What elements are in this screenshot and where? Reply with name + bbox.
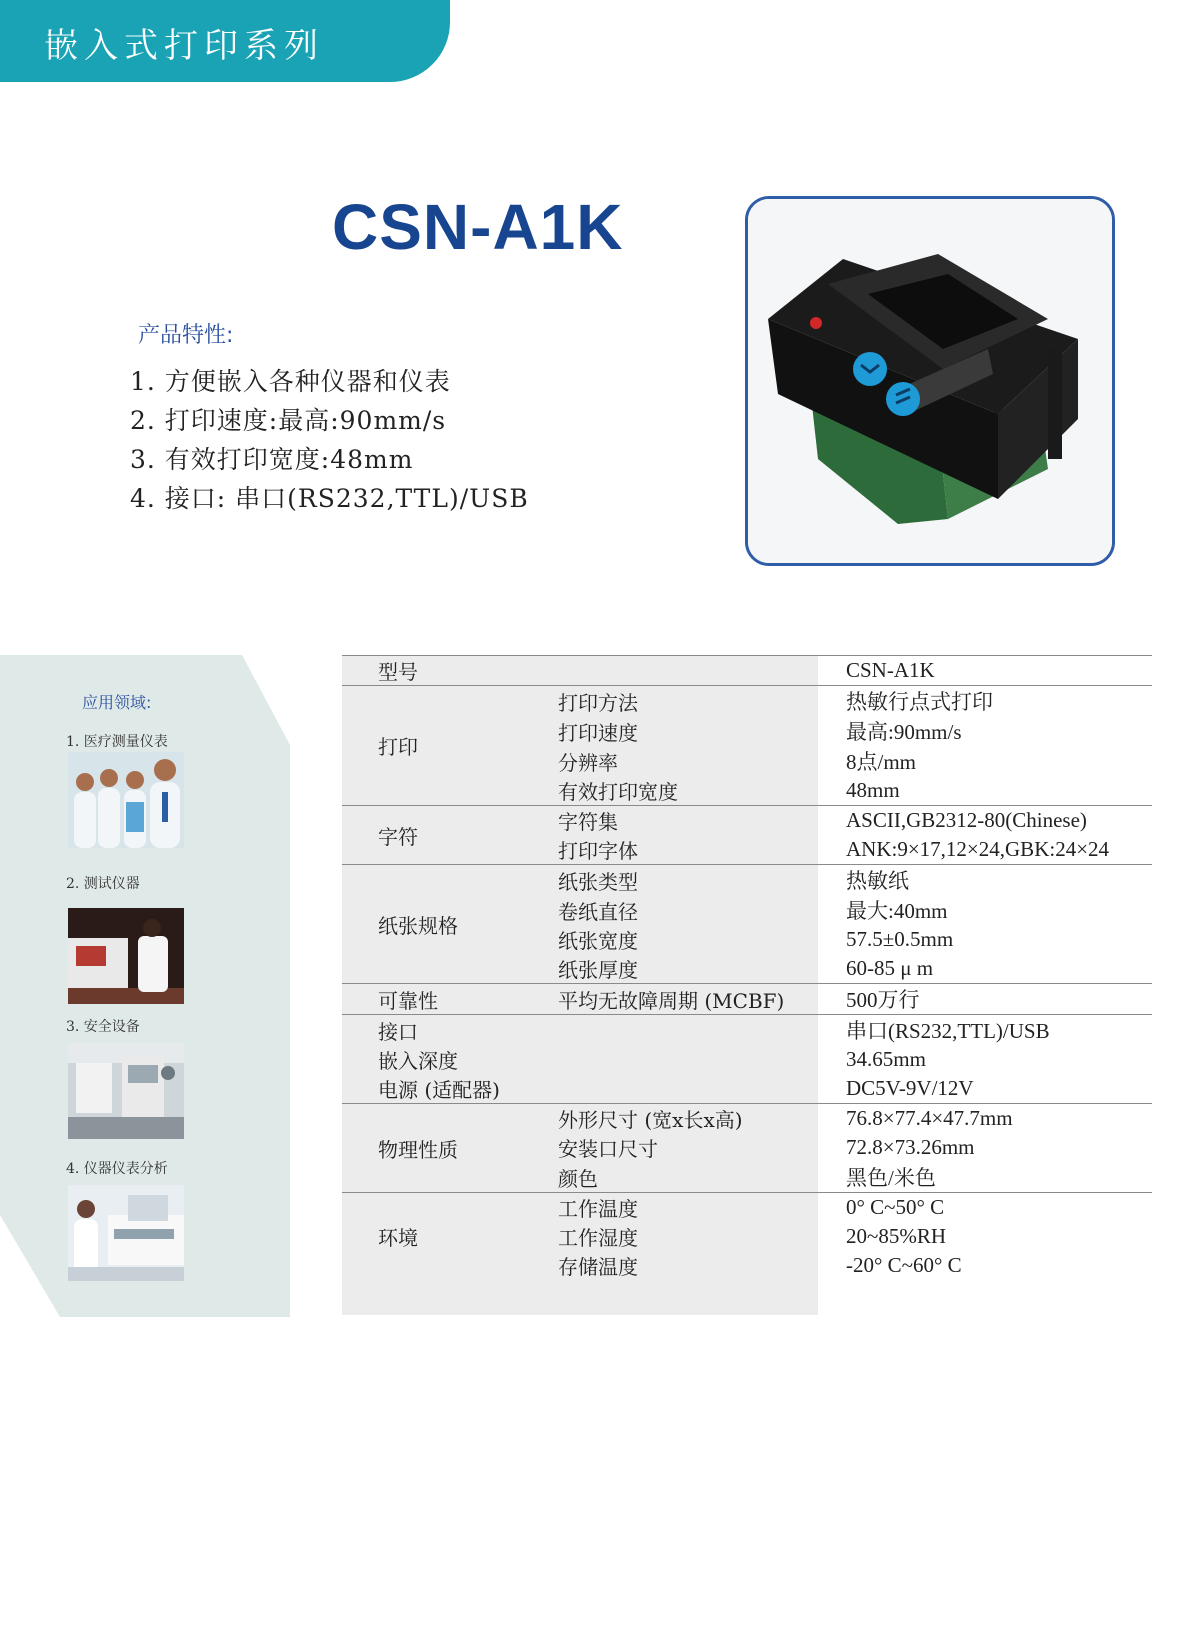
- spec-value: 最高:90mm/s: [846, 720, 962, 744]
- spec-value: 黑色/米色: [846, 1166, 936, 1190]
- spec-value: 76.8×77.4×47.7mm: [832, 1104, 1152, 1134]
- spec-value: 串口(RS232,TTL)/USB: [832, 1015, 1152, 1046]
- spec-value: 热敏行点式打印: [832, 686, 1152, 717]
- spec-row: [342, 656, 1152, 686]
- instrument-analysis-photo: [68, 1185, 184, 1281]
- spec-item: [558, 1045, 832, 1074]
- spec-row: [342, 1104, 1152, 1134]
- spec-value: ASCII,GB2312-80(Chinese): [832, 806, 1152, 836]
- feature-item: 4. 接口: 串口(RS232,TTL)/USB: [130, 484, 529, 513]
- application-label: 4. 仪器仪表分析: [66, 1161, 168, 1177]
- spec-item: 外形尺寸 (宽x长x高): [558, 1104, 832, 1134]
- spec-item: 卷纸直径: [558, 899, 638, 924]
- applications-heading: 应用领域:: [82, 693, 152, 712]
- spec-value: 34.65mm: [846, 1047, 926, 1071]
- header-title: 嵌入式打印系列: [44, 26, 324, 66]
- spec-item: [558, 656, 832, 686]
- spec-item: 纸张类型: [558, 865, 832, 896]
- application-label: 3. 安全设备: [66, 1019, 140, 1035]
- spec-row: [342, 806, 1152, 836]
- feature-item: 1. 方便嵌入各种仪器和仪表: [130, 367, 451, 396]
- spec-item: [558, 1015, 832, 1046]
- spec-item: 分辨率: [558, 750, 618, 775]
- spec-value: 最大:40mm: [846, 899, 948, 923]
- product-photo: [745, 196, 1115, 566]
- spec-item: 字符集: [558, 806, 832, 836]
- spec-row: [342, 1015, 1152, 1046]
- features-list: [130, 362, 529, 518]
- spec-value: 8点/mm: [846, 750, 917, 774]
- spec-item: 安装口尺寸: [558, 1137, 658, 1161]
- printer-image: [748, 199, 1112, 563]
- spec-group: 可靠性: [342, 984, 558, 1015]
- spec-value: ANK:9×17,12×24,GBK:24×24: [846, 837, 1110, 861]
- spec-group: 字符: [342, 806, 558, 865]
- test-instrument-photo: [68, 908, 184, 1004]
- spec-value: 500万行: [832, 984, 1152, 1015]
- spec-table: [342, 655, 1152, 1280]
- spec-group: 嵌入深度: [378, 1049, 458, 1073]
- spec-value: 0° C~50° C: [832, 1193, 1152, 1223]
- spec-value: -20° C~60° C: [846, 1253, 962, 1277]
- spec-row: [342, 686, 1152, 717]
- spec-group: 环境: [342, 1193, 558, 1281]
- spec-value: 60-85 μ m: [846, 956, 934, 980]
- spec-item: 纸张厚度: [558, 958, 638, 982]
- spec-item: 打印速度: [558, 720, 638, 745]
- application-label: 2. 测试仪器: [66, 876, 140, 892]
- spec-item: 存储温度: [558, 1255, 638, 1279]
- features-heading: 产品特性:: [138, 323, 234, 348]
- spec-value: 热敏纸: [832, 865, 1152, 896]
- spec-value: 57.5±0.5mm: [846, 927, 954, 951]
- spec-group: 电源 (适配器): [378, 1078, 500, 1102]
- spec-row: [342, 1045, 1152, 1074]
- spec-row: [342, 1193, 1152, 1223]
- spec-row: [342, 1074, 1152, 1104]
- product-model-title: CSN-A1K: [332, 191, 624, 263]
- application-label: 1. 医疗测量仪表: [66, 734, 168, 750]
- spec-item: 有效打印宽度: [558, 780, 678, 804]
- feature-item: 3. 有效打印宽度:48mm: [130, 445, 414, 474]
- spec-row: [342, 865, 1152, 896]
- spec-item: 打印方法: [558, 686, 832, 717]
- feature-item: 2. 打印速度:最高:90mm/s: [130, 406, 447, 435]
- spec-value: DC5V-9V/12V: [846, 1076, 974, 1100]
- spec-item: 工作温度: [558, 1193, 832, 1223]
- spec-item: 打印字体: [558, 839, 638, 863]
- spec-item: 工作湿度: [558, 1226, 638, 1250]
- spec-group: 型号: [342, 656, 558, 686]
- spec-item: [558, 1074, 832, 1104]
- spec-group: 接口: [342, 1015, 558, 1046]
- spec-group: 打印: [342, 686, 558, 806]
- security-equipment-photo: [68, 1043, 184, 1139]
- spec-item: 颜色: [558, 1166, 598, 1191]
- header-banner: [0, 0, 450, 82]
- medical-staff-photo: [68, 752, 184, 848]
- spec-item: 纸张宽度: [558, 929, 638, 953]
- spec-value: CSN-A1K: [832, 656, 1152, 686]
- spec-value: 72.8×73.26mm: [846, 1135, 975, 1159]
- spec-value: 20~85%RH: [846, 1224, 947, 1248]
- spec-value: 48mm: [846, 778, 900, 802]
- spec-group: 纸张规格: [342, 865, 558, 984]
- spec-item: 平均无故障周期 (MCBF): [558, 984, 832, 1015]
- spec-group: 物理性质: [342, 1104, 558, 1193]
- spec-table-container: [342, 655, 1152, 1315]
- spec-row: [342, 984, 1152, 1015]
